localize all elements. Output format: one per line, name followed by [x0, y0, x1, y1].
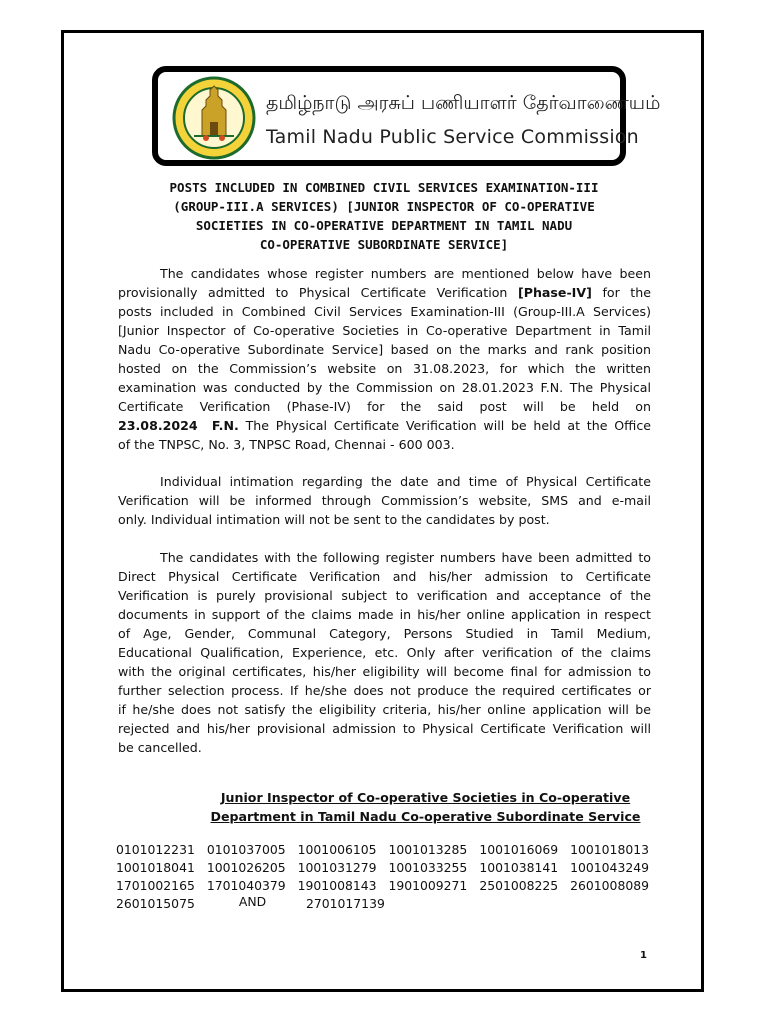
heading-line: SOCIETIES IN CO-OPERATIVE DEPARTMENT IN TAMIL NADU [195, 218, 573, 233]
subheading-line: Junior Inspector of Co-operative Societies in Co-operative [220, 790, 631, 805]
paragraph-line: Verification will be informed through Commission’s website, SMS and e-mail [118, 493, 651, 508]
register-number: 1001038141 [479, 860, 559, 875]
register-number: 1001018041 [116, 860, 195, 875]
paragraph-line: Individual intimation regarding the date and time of Physical Certificate [160, 474, 651, 489]
conjunction-text: AND [238, 894, 267, 909]
register-row [116, 841, 661, 859]
paragraph-line: only. Individual intimation will not be sent to the candidates by post. [118, 512, 550, 527]
register-number: 2501008225 [479, 878, 559, 893]
paragraph-line: The candidates whose register numbers are mentioned below have been [160, 266, 651, 281]
paragraph-line [118, 283, 651, 302]
subheading-line: Department in Tamil Nadu Co-operative Subordinate Service [210, 809, 641, 824]
paragraph-line: Certificate Verification (Phase-IV) for the said post will be held on [118, 399, 651, 414]
register-row [116, 877, 661, 895]
paragraph-line: rejected and his/her provisional admission to Physical Certificate Verification will [118, 721, 651, 736]
paragraph-line: further selection process. If he/she does not produce the required certificates or [118, 683, 651, 698]
paragraph-line: The candidates with the following register numbers have been admitted to [160, 550, 651, 565]
register-number: 2601008089 [570, 878, 649, 893]
paragraph-line: Direct Physical Certificate Verification and his/her admission to Certificate [118, 569, 651, 584]
page-number: 1 [640, 950, 647, 961]
paragraph-line: posts included in Combined Civil Services Examination-III (Group-III.A Services) [118, 304, 651, 319]
register-number: 1701002165 [116, 878, 195, 893]
paragraph-line: examination was conducted by the Commission on 28.01.2023 F.N. The Physical [118, 380, 651, 395]
heading-line: POSTS INCLUDED IN COMBINED CIVIL SERVICES EXAMINATION-III [169, 180, 599, 195]
text-span: provisionally admitted to Physical Certificate Verification [118, 285, 508, 300]
verification-date: 23.08.2024 F.N. [118, 418, 239, 433]
paragraph-provisional [118, 548, 651, 757]
register-number: 1001031279 [297, 860, 377, 875]
paragraph-line: Educational Qualification, Experience, etc. Only after verification of the claims [118, 645, 651, 660]
paragraph-line: if he/she does not satisfy the eligibility criteria, his/her online application will be [118, 702, 651, 717]
register-number: 1001026205 [206, 860, 286, 875]
document-heading [118, 178, 650, 254]
register-number: 0101012231 [116, 842, 195, 857]
register-number: 2601015075 [116, 896, 195, 911]
paragraph-line: documents in support of the claims made in his/her online application in respect [118, 607, 651, 622]
paragraph-line: Verification is purely provisional subject to verification and acceptance of the [118, 588, 651, 603]
heading-line: (GROUP-III.A SERVICES) [JUNIOR INSPECTOR OF CO-OPERATIVE [173, 199, 595, 214]
state-emblem-icon [172, 76, 256, 160]
paragraph-line: with the original certificates, his/her eligibility will become final for admission to [118, 664, 651, 679]
register-number: 0101037005 [206, 842, 286, 857]
paragraph-line: Nadu Co-operative Subordinate Service] based on the marks and rank position [118, 342, 651, 357]
register-row [116, 895, 661, 913]
phase-label: [Phase-IV] [517, 285, 592, 300]
paragraph-admission [118, 264, 651, 454]
register-number: 1001018013 [570, 842, 649, 857]
paragraph-intimation [118, 472, 651, 529]
register-number: 2701017139 [306, 896, 385, 911]
register-number: 1001043249 [570, 860, 649, 875]
tamil-org-name: தமிழ்நாடு அரசுப் பணியாளர் தேர்வாணையம் [266, 92, 661, 114]
register-numbers-list [116, 841, 661, 913]
text-span: The Physical Certificate Verification will be held at the Office [245, 418, 651, 433]
register-number: 1001016069 [479, 842, 559, 857]
paragraph-line: be cancelled. [118, 740, 202, 755]
heading-line: CO-OPERATIVE SUBORDINATE SERVICE] [259, 237, 509, 252]
english-org-name: Tamil Nadu Public Service Commission [266, 126, 639, 148]
paragraph-line: hosted on the Commission’s website on 31.08.2023, for which the written [118, 361, 651, 376]
paragraph-line: [Junior Inspector of Co-operative Societies in Co-operative Department in Tamil [118, 323, 651, 338]
register-number: 1001033255 [388, 860, 468, 875]
register-number: 1001013285 [388, 842, 468, 857]
register-number: 1001006105 [297, 842, 377, 857]
paragraph-line [118, 416, 651, 435]
paragraph-line: of Age, Gender, Communal Category, Persons Studied in Tamil Medium, [118, 626, 651, 641]
register-number: 1901008143 [297, 878, 377, 893]
register-row [116, 859, 661, 877]
text-span: for the [602, 285, 651, 300]
register-number: 1701040379 [206, 878, 286, 893]
register-number: 1901009271 [388, 878, 468, 893]
tnpsc-banner [152, 66, 661, 166]
post-subheading [118, 788, 733, 826]
paragraph-line: of the TNPSC, No. 3, TNPSC Road, Chennai - 600 003. [118, 437, 455, 452]
